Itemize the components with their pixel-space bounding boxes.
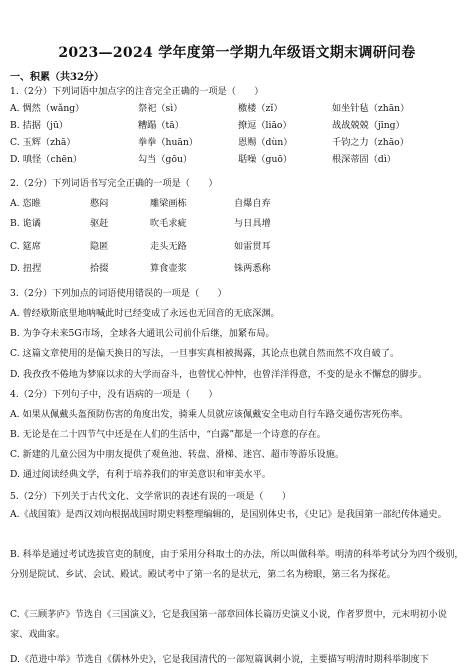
q4-option-c[interactable]: C. 新建的儿童公园为中朋友提供了观鱼池、转盘、滑梯、迷宫、超市等游乐设施。 (10, 449, 345, 460)
q3-option-b[interactable]: B. 为争夺未来5G市场，全球各大通讯公司前仆后继，加紧布局。 (10, 328, 275, 339)
q4-stem: 4.（2分）下列句子中，没有语病的一项是（ ） (10, 389, 218, 400)
q4-option-d[interactable]: D. 通过阅读经典文学，有利于培养我们的审美意识和审美水平。 (10, 469, 271, 480)
q3-option-d[interactable]: D. 我孜孜不倦地为梦寐以求的大学而奋斗，也曾忧心忡忡，也曾洋洋得意，不变的是永不懈怠的脚步。 (10, 369, 428, 380)
q5-stem: 5.（2分）下列关于古代文化、文学常识的表述有误的一项是（ ） (10, 491, 292, 502)
q3-stem: 3.（2分）下列加点的词语使用错误的一项是（ ） (10, 288, 227, 299)
q3-option-a[interactable]: A. 曾经歇斯底里地呐喊此时已经变成了永远也无回音的无底深渊。 (10, 308, 280, 319)
page-title: 2023—2024 学年度第一学期九年级语文期末调研问卷 (58, 45, 416, 61)
q1-stem: 1.（2分）下列词语中加点字的注音完全正确的一项是（ ） (10, 86, 264, 97)
q5-option-a[interactable]: A.《战国策》是西汉刘向根据战国时期史料整理编辑的，是国别体史书，《史记》是我国第一部纪传体通史。 (10, 509, 447, 520)
q3-option-c[interactable]: C. 这篇文章使用的是偏天换日的写法，一旦事实真相被揭露，其论点也就自然而然不攻自破了。 (10, 348, 400, 359)
section-heading: 一、积累（共32分） (10, 72, 104, 83)
q5-option-d[interactable]: D.《范进中举》节选自《儒林外史》，它是我国清代的一部短篇讽刺小说，主要描写明清时期科举制度下 (10, 654, 429, 665)
q5-option-b[interactable]: B. 科举是通过考试选拔官吏的制度，由于采用分科取士的办法，所以叫做科举。明清的科举考试分为四个级别，分别是院试、乡试、会试、殿试。殿试考中了第一名的是状元，第二名为榜眼，第三名为探花。 (10, 549, 464, 580)
exam-page: 2023—2024 学年度第一学期九年级语文期末调研问卷 一、积累（共32分） 1.（2分）下列词语中加点字的注音完全正确的一项是（ ） A. 惆然（wǎng） 祭祀（sì） 檄楼（zǐ） 如坐针毡（zhān） B. 拮据（jū） 糟蹋（tā） 撩逗（liāo） 战战兢兢（jīng） C. 玉辉（zhā） 拳拳（huān） 恩赐（dùn） 千钧之力（zhāo） D. 嗔怪（chēn） 勾当（gōu） 聒噪（guō） 根深蒂固（dì） 2.（2分）下列词语书写完全正确的一项是（ ） A. 恣睢 憨闷 雕梁画栋 自爆自弃 B. 诡谲 驱赶 吹毛求疵 与日具增 C. 筵席 隐匿 走头无路 如雷贯耳 D. 扭捏 拾掇 算食壶浆 铢两悉称 3.（2分）下列加点的词语使用错误的一项是（ ） A. 曾经歇斯底里地呐喊此时已经变成了永远也无回音的无底深渊。 B. 为争夺未来5G市场，全球各大通讯公司前仆后继，加紧布局。 C. 这篇文章使用的是偏天换日的写法，一旦事实真相被揭露，其论点也就自然而然不攻自破了。 D. 我孜孜不倦地为梦寐以求的大学而奋斗，也曾忧心忡忡，也曾洋洋得意，不变的是永不懈怠的脚步。 4.（2分）下列句子中，没有语病的一项是（ ） A. 如果从佩戴头盔预防伤害的角度出发，骑乘人员就应该佩戴安全电动自行车路交通伤害死伤率。 B. 无论是在二十四节气中还是在人们的生活中，“白露”都是一个诗意的存在。 C. 新建的儿童公园为中朋友提供了观鱼池、转盘、滑梯、迷宫、超市等游乐设施。 D. 通过阅读经典文学，有利于培养我们的审美意识和审美水平。 5.（2分）下列关于古代文化、文学常识的表述有误的一项是（ ） A.《战国策》是西汉刘向根据战国时期史料整理编辑的，是国别体史书，《史记》是我国第一部纪传体通史。 B. 科举是通过考试选拔官吏的制度，由于采用分科取士的办法，所以叫做科举。明清的科举考试分为四个级别，分别是院试、乡试、会试、殿试。殿试考中了第一名的是状元，第二名为榜眼，第三名为探花。 C.《三顾茅庐》节选自《三国演义》，它是我国第一部章回体长篇历史演义小说，作者罗贯中，元末明初小说家、戏曲家。 D.《范进中举》节选自《儒林外史》，它是我国清代的一部短篇讽刺小说，主要描写明清时期科举制度下 (0, 0, 474, 670)
q5-option-c[interactable]: C.《三顾茅庐》节选自《三国演义》，它是我国第一部章回体长篇历史演义小说，作者罗贯中，元末明初小说家、戏曲家。 (10, 609, 447, 640)
q4-option-b[interactable]: B. 无论是在二十四节气中还是在人们的生活中，“白露”都是一个诗意的存在。 (10, 429, 326, 440)
q4-option-a[interactable]: A. 如果从佩戴头盔预防伤害的角度出发，骑乘人员就应该佩戴安全电动自行车路交通伤害死伤率。 (10, 409, 409, 420)
q2-stem: 2.（2分）下列词语书写完全正确的一项是（ ） (10, 178, 218, 189)
